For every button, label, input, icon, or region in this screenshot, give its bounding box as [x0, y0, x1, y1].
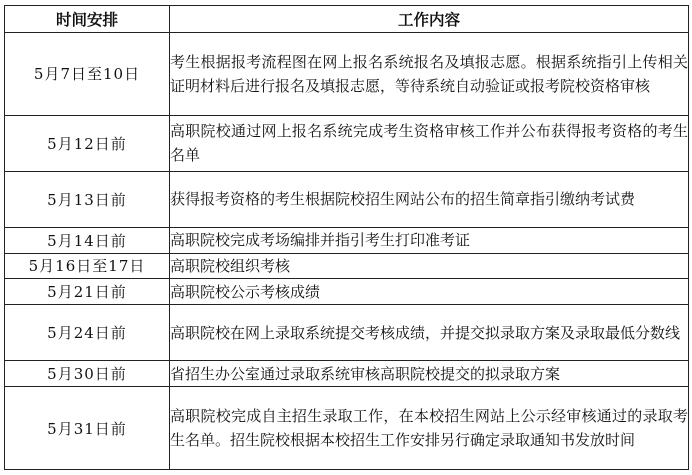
time-cell: 5月31日前	[5, 387, 170, 470]
table-row	[5, 361, 689, 387]
content-cell: 省招生办公室通过录取系统审核高职院校提交的拟录取方案	[170, 361, 689, 387]
time-cell: 5月13日前	[5, 171, 170, 227]
table-row	[5, 115, 689, 171]
time-cell: 5月16日至17日	[5, 253, 170, 279]
table-row	[5, 253, 689, 279]
time-cell: 5月12日前	[5, 115, 170, 171]
table-row	[5, 171, 689, 227]
content-cell: 高职院校在网上录取系统提交考核成绩，并提交拟录取方案及录取最低分数线	[170, 305, 689, 361]
time-cell: 5月30日前	[5, 361, 170, 387]
content-cell: 考生根据报考流程图在网上报名系统报名及填报志愿。根据系统指引上传相关证明材料后进行报名及填报志愿，等待系统自动验证或报考院校资格审核	[170, 33, 689, 116]
table-row	[5, 387, 689, 470]
header-content: 工作内容	[170, 6, 689, 33]
content-cell: 获得报考资格的考生根据院校招生网站公布的招生简章指引缴纳考试费	[170, 171, 689, 227]
table-row	[5, 279, 689, 305]
content-cell: 高职院校组织考核	[170, 253, 689, 279]
time-cell: 5月7日至10日	[5, 33, 170, 116]
content-cell: 高职院校通过网上报名系统完成考生资格审核工作并公布获得报考资格的考生名单	[170, 115, 689, 171]
content-cell: 高职院校完成自主招生录取工作，在本校招生网站上公示经审核通过的录取考生名单。招生院校根据本校招生工作安排另行确定录取通知书发放时间	[170, 387, 689, 470]
content-cell: 高职院校公示考核成绩	[170, 279, 689, 305]
schedule-table	[4, 5, 689, 470]
table-row	[5, 33, 689, 116]
time-cell: 5月14日前	[5, 227, 170, 253]
table-row	[5, 227, 689, 253]
content-cell: 高职院校完成考场编排并指引考生打印准考证	[170, 227, 689, 253]
header-time: 时间安排	[5, 6, 170, 33]
table-row	[5, 305, 689, 361]
time-cell: 5月21日前	[5, 279, 170, 305]
time-cell: 5月24日前	[5, 305, 170, 361]
table-header-row	[5, 6, 689, 33]
